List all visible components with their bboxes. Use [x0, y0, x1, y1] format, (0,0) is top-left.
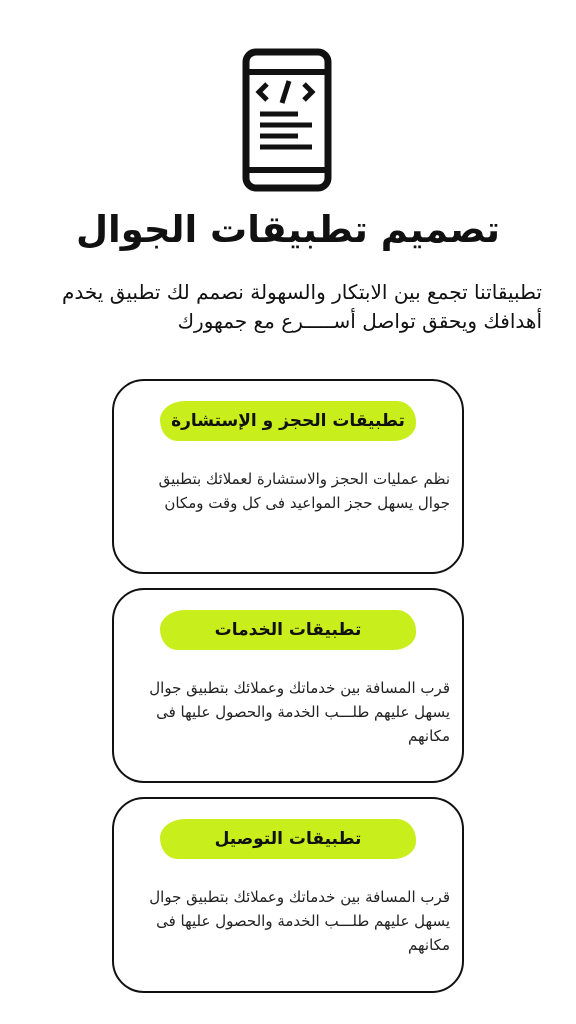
card-title: تطبيقات التوصيل — [160, 819, 416, 859]
service-card-booking — [112, 379, 464, 574]
card-description: نظم عمليات الحجز والاستشارة لعملائك بتطبيق جوال يسهل حجز المواعيد فى كل وقت ومكان — [158, 470, 450, 512]
page-title: تصميم تطبيقات الجوال — [75, 208, 501, 251]
mobile-code-icon — [242, 48, 332, 192]
card-description: قرب المسافة بين خدماتك وعملائك بتطبيق جوال يسهل عليهم طلـــب الخدمة والحصول عليها فى مكانهم — [149, 679, 450, 745]
service-card-services — [112, 588, 464, 783]
card-title: تطبيقات الخدمات — [160, 610, 416, 650]
card-title: تطبيقات الحجز و الإستشارة — [160, 401, 416, 441]
intro-text: تطبيقاتنا تجمع بين الابتكار والسهولة نصمم لك تطبيق يخدم أهدافك ويحقق تواصل أســـــرع مع جمهورك — [61, 280, 542, 333]
card-description: قرب المسافة بين خدماتك وعملائك بتطبيق جوال يسهل عليهم طلـــب الخدمة والحصول عليها فى مكانهم — [149, 888, 450, 954]
service-card-delivery — [112, 797, 464, 993]
